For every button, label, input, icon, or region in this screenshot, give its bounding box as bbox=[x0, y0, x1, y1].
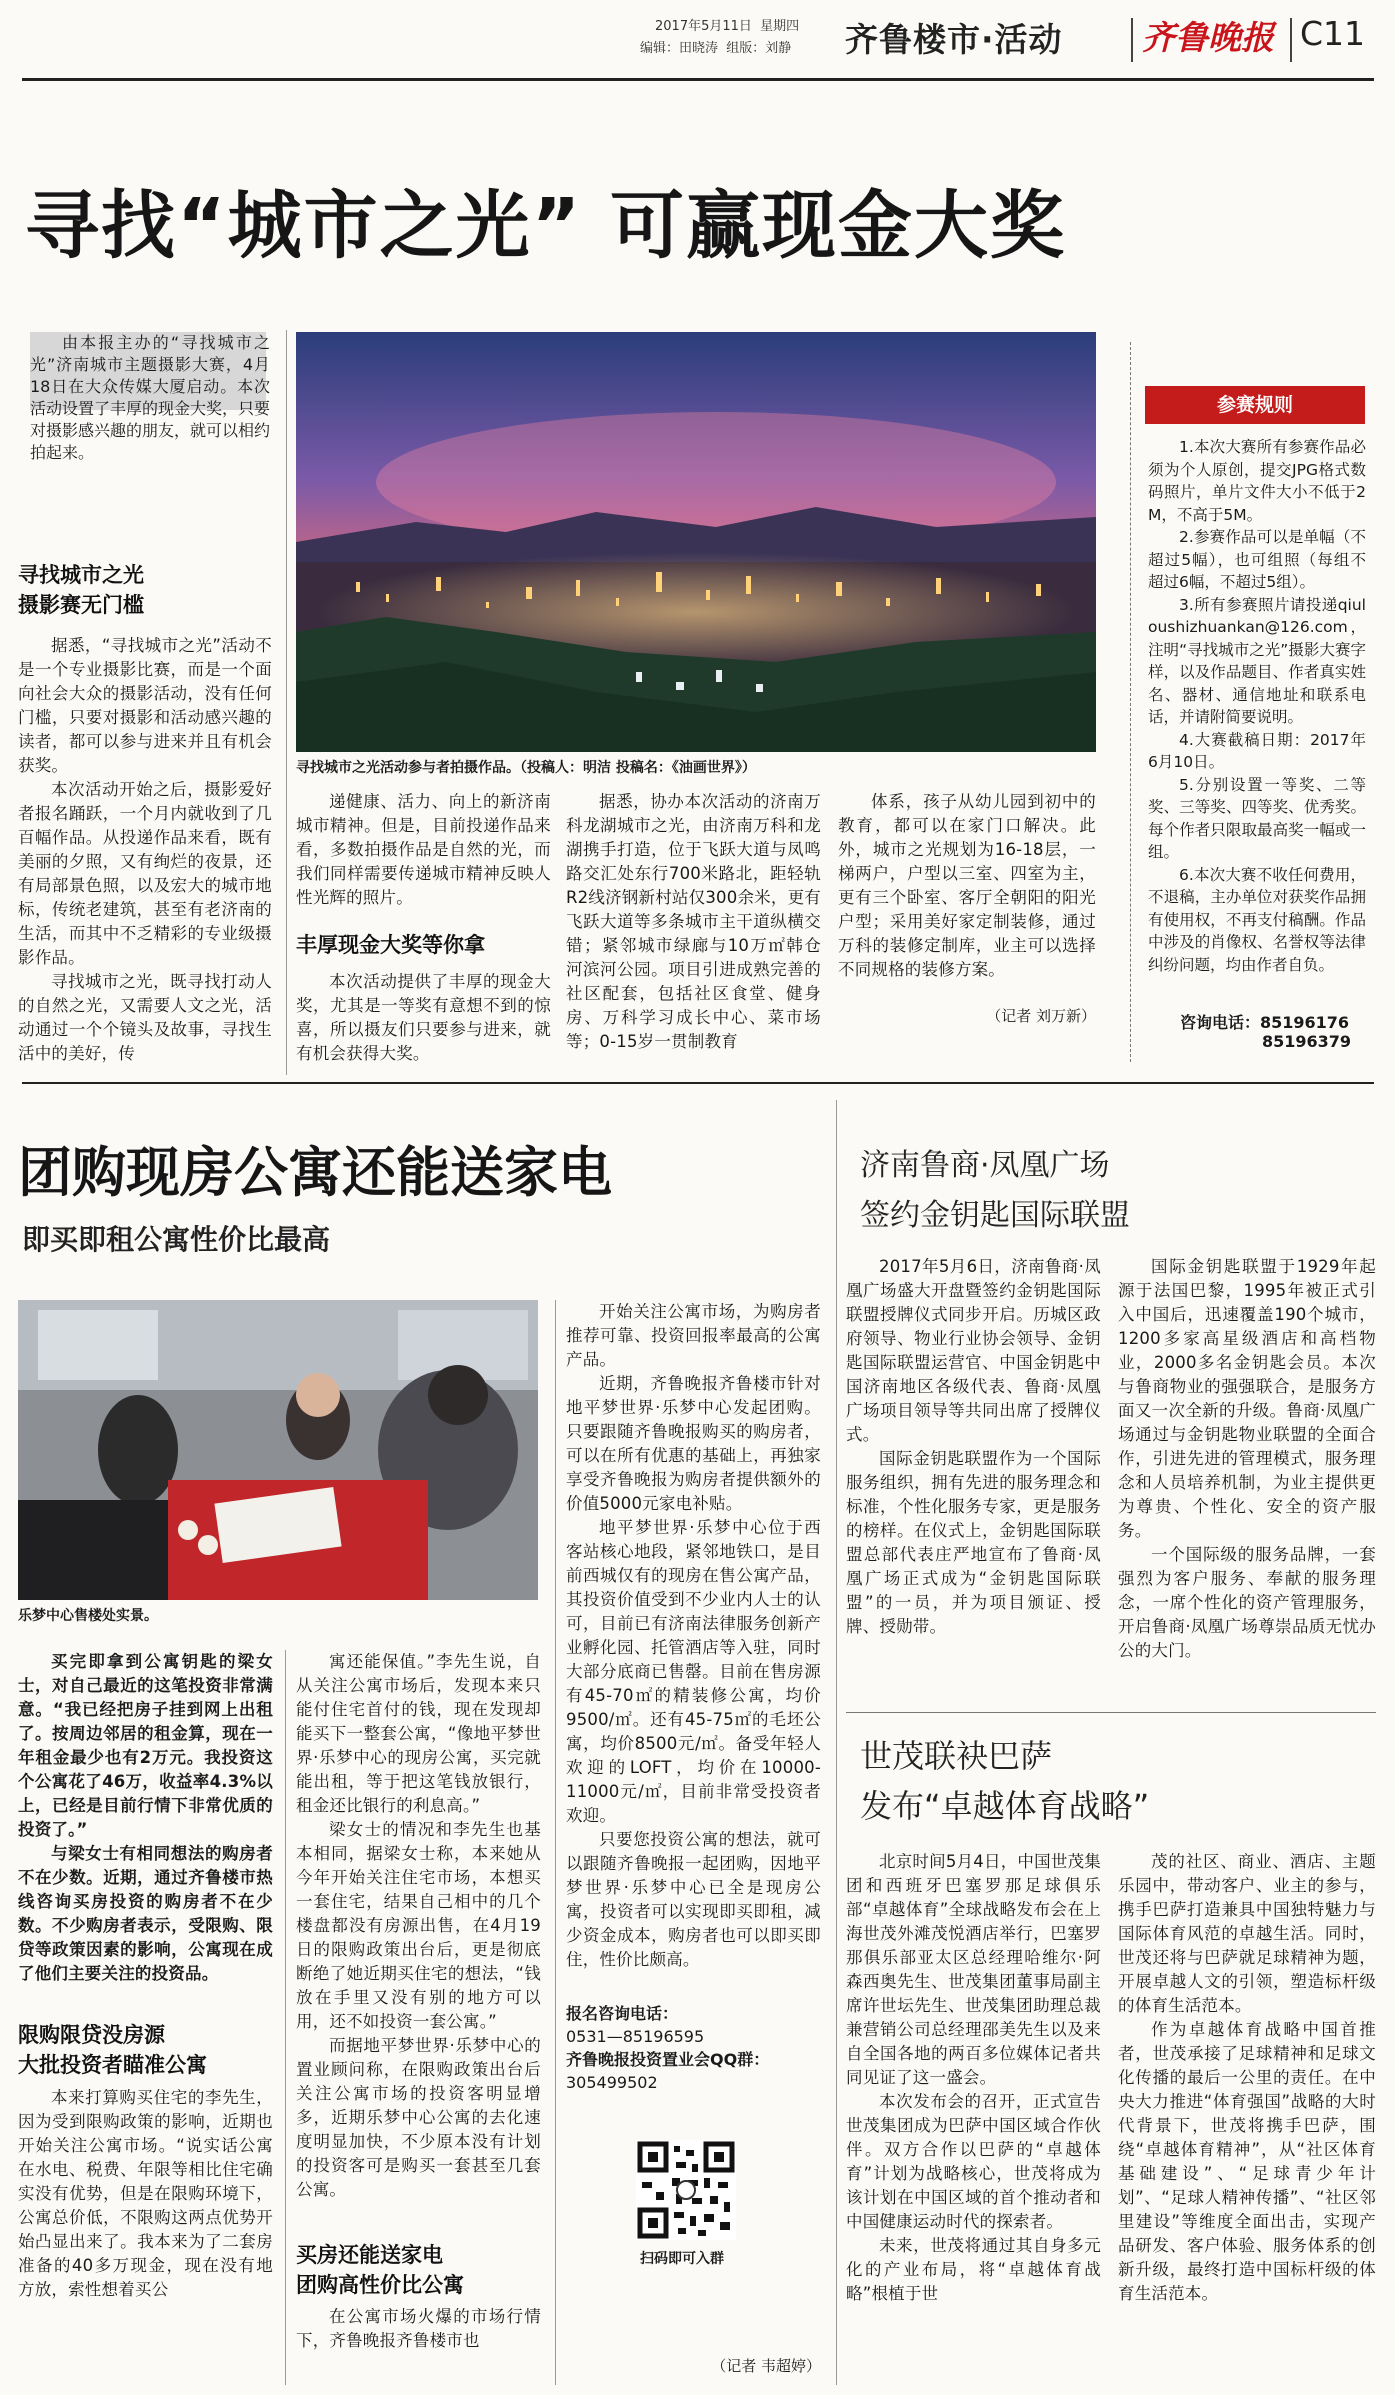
paragraph: 茂的社区、商业、酒店、主题乐园中，带动客户、业主的参与，携手巴萨打造兼具中国独特魅力与国际体育风范的卓越生活。同时，世茂还将与巴萨就足球精神为题，开展卓越人文的引领，塑造标杆级的体育生活范本。 bbox=[1118, 1852, 1376, 2015]
paragraph: 与梁女士有相同想法的购房者不在少数。近期，通过齐鲁楼市热线咨询买房投资的购房者不在少数。不少购房者表示，受限购、限贷等政策因素的影响，公寓现在成了他们主要关注的投资品。 bbox=[18, 1844, 273, 1983]
story2-subtitle: 即买即租公寓性价比最高 bbox=[22, 1223, 331, 1256]
rule-item: 2.参赛作品可以是单幅（不超过5幅），也可组照（每组不超过6幅，不超过5组）。 bbox=[1148, 528, 1366, 591]
paper-logo: 齐鲁晚报 bbox=[1142, 18, 1274, 57]
masthead-rule bbox=[22, 78, 1374, 81]
rules-phone-2: 85196379 bbox=[1262, 1032, 1352, 1051]
rule-item: 4.大赛截稿日期：2017年6月10日。 bbox=[1148, 730, 1366, 771]
story2-col3 bbox=[566, 1300, 821, 1972]
paragraph: 而据地平梦世界·乐梦中心的置业顾问称，在限购政策出台后关注公寓市场的投资客明显增多，近期乐梦中心公寓的去化速度明显加快，不少原本没有计划的投资客可是购买一套甚至几套公寓。 bbox=[296, 2036, 541, 2199]
paragraph: 递健康、活力、向上的新济南城市精神。但是，目前投递作品来看，多数拍摄作品是自然的光，而我们同样需要传递城市精神反映人性光辉的照片。 bbox=[296, 792, 551, 907]
sales-photo-caption: 乐梦中心售楼处实景。 bbox=[18, 1608, 158, 1624]
story4-headline-2: 发布“卓越体育战略” bbox=[860, 1787, 1150, 1825]
paragraph: 地平梦世界·乐梦中心位于西客站核心地段，紧邻地铁口，是目前西城仅有的现房在售公寓产品，其投资价值受到不少业内人士的认可，目前已有济南法律服务创新产业孵化园、托管酒店等入驻，同时大部分底商已售罄。目前在售房源有45-70㎡的精装修公寓，均价9500/㎡。还有45-75㎡的毛坯公寓，均价8500元/㎡。备受年轻人欢迎的LOFT，均价在10000-11000元/㎡，目前非常受投资者欢迎。 bbox=[566, 1518, 821, 1825]
paragraph: 只要您投资公寓的想法，就可以跟随齐鲁晚报一起团购，因地平梦世界·乐梦中心已全是现房公寓，投资者可以实现即买即租，减少资金成本，购房者也可以即买即住，性价比颇高。 bbox=[566, 1830, 821, 1969]
section-rule bbox=[22, 1082, 1374, 1084]
rules-title: 参赛规则 bbox=[1145, 386, 1365, 424]
paragraph: 买完即拿到公寓钥匙的梁女士，对自己最近的这笔投资非常满意。“我已经把房子挂到网上出租了。按周边邻居的租金算，现在一年租金最少也有2万元。我投资这个公寓花了46万，收益率4.3%以上，已经是目前行情下非常优质的投资了。” bbox=[18, 1652, 273, 1839]
paragraph: 国际金钥匙联盟作为一个国际服务组织，拥有先进的服务理念和标准，个性化服务专家，更是服务的榜样。在仪式上，金钥匙国际联盟总部代表庄严地宣布了鲁商·凤凰广场正式成为“金钥匙国际联盟”的一员，并为项目颁证、授牌、授勋带。 bbox=[846, 1449, 1101, 1636]
paragraph: 本次活动提供了丰厚的现金大奖，尤其是一等奖有意想不到的惊喜，所以摄友们只要参与进来，就有机会获得大奖。 bbox=[296, 972, 551, 1063]
paragraph: 本来打算购买住宅的李先生，因为受到限购政策的影响，近期也开始关注公寓市场。“说实话公寓在水电、税费、年限等相比住宅确实没有优势，但是在限购环境下，公寓总价低，不限购这两点优势开始凸显出来了。我本来为了二套房准备的40多万现金，现在没有地方放，索性想着买公 bbox=[18, 2088, 273, 2299]
rules-phone: 咨询电话：85196176 bbox=[1180, 1013, 1350, 1032]
paragraph: 近期，齐鲁晚报齐鲁楼市针对地平梦世界·乐梦中心发起团购。只要跟随齐鲁晚报购买的购房者，可以在所有优惠的基础上，再独家享受齐鲁晚报为购房者提供额外的价值5000元家电补贴。 bbox=[566, 1374, 821, 1513]
column-divider bbox=[286, 330, 287, 1075]
column-divider bbox=[836, 1100, 837, 2385]
paragraph: 2017年5月6日，济南鲁商·凤凰广场盛大开盘暨签约金钥匙国际联盟授牌仪式同步开启。历城区政府领导、物业行业协会领导、金钥匙国际联盟运营官、中国金钥匙中国济南地区各级代表、鲁商·凤凰广场项目领导等共同出席了授牌仪式。 bbox=[846, 1257, 1101, 1444]
story1-col2 bbox=[296, 790, 551, 910]
sales-office-photo bbox=[18, 1300, 538, 1600]
rule-item: 1.本次大赛所有参赛作品必须为个人原创，提交JPG格式数码照片，单片文件大小不低于2M，不高于5M。 bbox=[1148, 438, 1366, 524]
story2-col2b bbox=[296, 2305, 541, 2353]
story2-headline: 团购现房公寓还能送家电 bbox=[18, 1141, 612, 1204]
qq-label: 齐鲁晚报投资置业会QQ群： bbox=[566, 2050, 770, 2069]
paragraph: 寓还能保值。”李先生说，自从关注公寓市场后，发现本来只能付住宅首付的钱，现在发现却能买下一整套公寓，“像地平梦世界·乐梦中心的现房公寓，买完就能出租，等于把这笔钱放银行，租金还比银行的利息高。” bbox=[296, 1652, 541, 1815]
lead-box bbox=[30, 332, 270, 464]
story1-subhead-1: 寻找城市之光 摄影赛无门槛 bbox=[18, 563, 144, 617]
paragraph: 作为卓越体育战略中国首推者，世茂承接了足球精神和足球文化传播的最后一公里的责任。在中央大力推进“体育强国”战略的大时代背景下，世茂将携手巴萨，围绕“卓越体育精神”，从“社区体育基础建设”、“足球青少年计划”、“足球人精神传播”、“社区邻里建设”等维度全面出击，实现产品研发、客户体验、服务体系的创新升级，最终打造中国标杆级的体育生活范本。 bbox=[1118, 2020, 1376, 2303]
qq-number: 305499502 bbox=[566, 2073, 658, 2092]
main-headline: 寻找“城市之光” 可赢现金大奖 bbox=[25, 183, 1067, 269]
story2-subhead-2: 买房还能送家电 团购高性价比公寓 bbox=[296, 2243, 464, 2297]
story2-col1b bbox=[18, 2086, 273, 2302]
story4-col1 bbox=[846, 1850, 1101, 2306]
masthead-divider-2 bbox=[1290, 18, 1292, 62]
section-title: 齐鲁楼市·活动 bbox=[845, 20, 1063, 59]
masthead-date: 2017年5月11日 星期四 bbox=[655, 19, 800, 34]
story1-col2b bbox=[296, 970, 551, 1066]
paragraph: 一个国际级的服务品牌，一套强烈为客户服务、奉献的服务理念，一席个性化的资产管理服务，开启鲁商·凤凰广场尊崇品质无忧办公的大门。 bbox=[1118, 1545, 1376, 1660]
paragraph: 北京时间5月4日，中国世茂集团和西班牙巴塞罗那足球俱乐部“卓越体育”全球战略发布会在上海世茂外滩茂悦酒店举行，巴塞罗那俱乐部亚太区总经理哈维尔·阿森西奥先生、世茂集团董事局副主席许世坛先生、世茂集团助理总裁兼营销公司总经理邵美先生以及来自全国各地的两百多位媒体记者共同见证了这一盛会。 bbox=[846, 1852, 1101, 2087]
paragraph: 在公寓市场火爆的市场行情下，齐鲁晚报齐鲁楼市也 bbox=[296, 2307, 541, 2350]
story4-col2 bbox=[1118, 1850, 1376, 2306]
masthead-staff: 编辑：田晓涛 组版：刘静 bbox=[640, 41, 792, 56]
paragraph: 国际金钥匙联盟于1929年起源于法国巴黎，1995年被正式引入中国后，迅速覆盖190个城市，1200多家高星级酒店和高档物业，2000多名金钥匙会员。本次与鲁商物业的强强联合，是服务方面又一次全新的升级。鲁商·凤凰广场通过与金钥匙物业联盟的全面合作，引进先进的管理模式，服务理念和人员培养机制，为业主提供更为尊贵、个性化、安全的资产服务。 bbox=[1118, 1257, 1376, 1540]
paragraph: 开始关注公寓市场，为购房者推荐可靠、投资回报率最高的公寓产品。 bbox=[566, 1302, 821, 1369]
paragraph: 据悉，“寻找城市之光”活动不是一个专业摄影比赛，而是一个面向社会大众的摄影活动，没有任何门槛，只要对摄影和活动感兴趣的读者，都可以参与进来并且有机会获奖。 bbox=[18, 636, 272, 775]
story2-col1 bbox=[18, 1650, 273, 1986]
paragraph: 梁女士的情况和李先生也基本相同，据梁女士称，本来她从今年开始关注住宅市场，本想买一套住宅，结果自己相中的几个楼盘都没有房源出售，在4月19日的限购政策出台后，更是彻底断绝了她近期买住宅的想法，“钱放在手里又没有别的地方可以用，还不如投资一套公寓。” bbox=[296, 1820, 541, 2031]
contact-label: 报名咨询电话： bbox=[566, 2004, 679, 2023]
story1-credit: （记者 刘万新） bbox=[986, 1007, 1096, 1025]
qr-code bbox=[636, 2140, 736, 2240]
section-rule bbox=[846, 1712, 1376, 1713]
rule-item: 3.所有参赛照片请投递qiuloushizhuankan@126.com，注明“寻找城市之光”摄影大赛字样，以及作品题目、作者真实姓名、器材、通信地址和联系电话，并请附简要说明。 bbox=[1148, 595, 1366, 726]
paragraph: 体系，孩子从幼儿园到初中的教育，都可以在家门口解决。此外，城市之光规划为16-18层，一梯两户，户型以三室、四室为主，更有三个卧室、客厅全朝阳的阳光户型；采用美好家定制装修，通过万科的装修定制库，业主可以选择不同规格的装修方案。 bbox=[838, 792, 1096, 979]
qr-caption: 扫码即可入群 bbox=[640, 2251, 724, 2267]
story3-col2 bbox=[1118, 1255, 1376, 1663]
rule-item: 6.本次大赛不收任何费用，不退稿，主办单位对获奖作品拥有使用权，不再支付稿酬。作品中涉及的肖像权、名誉权等法律纠纷问题，均由作者自负。 bbox=[1148, 865, 1366, 974]
story2-credit: （记者 韦超婷） bbox=[711, 2357, 821, 2375]
lead-text: 由本报主办的“寻找城市之光”济南城市主题摄影大赛，4月18日在大众传媒大厦启动。本次活动设置了丰厚的现金大奖，只要对摄影感兴趣的朋友，就可以相约拍起来。 bbox=[30, 333, 271, 462]
column-divider bbox=[555, 1300, 556, 2385]
story3-headline-2: 签约金钥匙国际联盟 bbox=[860, 1198, 1130, 1233]
paragraph: 未来，世茂将通过其自身多元化的产业布局，将“卓越体育战略”根植于世 bbox=[846, 2236, 1101, 2303]
contact-phone: 0531—85196595 bbox=[566, 2027, 705, 2046]
story1-col1 bbox=[18, 634, 272, 1066]
masthead-divider bbox=[1131, 18, 1133, 62]
story4-headline-1: 世茂联袂巴萨 bbox=[860, 1737, 1053, 1775]
rule-item: 5.分别设置一等奖、二等奖、三等奖、四等奖、优秀奖。每个作者只限取最高奖一幅或一组。 bbox=[1148, 775, 1366, 861]
paragraph: 本次活动开始之后，摄影爱好者报名踊跃，一个月内就收到了几百幅作品。从投递作品来看，既有美丽的夕照，又有绚烂的夜景，还有局部景色照，以及宏大的城市地标，传统老建筑，甚至有老济南的生活，而其中不乏精彩的专业级摄影作品。 bbox=[18, 780, 272, 967]
story3-col1 bbox=[846, 1255, 1101, 1639]
rules-list bbox=[1148, 436, 1366, 976]
story2-col2 bbox=[296, 1650, 541, 2202]
story2-contact bbox=[566, 2002, 769, 2094]
city-night-photo bbox=[296, 332, 1096, 752]
column-divider bbox=[285, 1650, 286, 2385]
page-number: C11 bbox=[1300, 14, 1366, 53]
paragraph: 寻找城市之光，既寻找打动人的自然之光，又需要人文之光，活动通过一个个镜头及故事，寻找生活中的美好，传 bbox=[18, 972, 272, 1063]
paragraph: 本次发布会的召开，正式宣告世茂集团成为巴萨中国区域合作伙伴。双方合作以巴萨的“卓越体育”计划为战略核心，世茂将成为该计划在中国区域的首个推动者和中国健康运动时代的探索者。 bbox=[846, 2092, 1101, 2231]
story1-col3 bbox=[566, 790, 821, 1054]
story2-subhead-1: 限购限贷没房源 大批投资者瞄准公寓 bbox=[18, 2023, 207, 2077]
paragraph: 据悉，协办本次活动的济南万科龙湖城市之光，由济南万科和龙湖携手打造，位于飞跃大道与凤鸣路交汇处东行700米路北，距轻轨R2线济钢新村站仅300余米，更有飞跃大道等多条城市主干道纵横交错；紧邻城市绿廊与10万㎡韩仓河滨河公园。项目引进成熟完善的社区配套，包括社区食堂、健身房、万科学习成长中心、菜市场等；0-15岁一贯制教育 bbox=[566, 792, 821, 1051]
story3-headline-1: 济南鲁商·凤凰广场 bbox=[860, 1148, 1110, 1183]
story1-col4 bbox=[838, 790, 1096, 982]
city-photo-caption: 寻找城市之光活动参与者拍摄作品。（投稿人：明洁 投稿名：《油画世界》） bbox=[296, 760, 756, 776]
story1-subhead-2: 丰厚现金大奖等你拿 bbox=[296, 933, 485, 957]
